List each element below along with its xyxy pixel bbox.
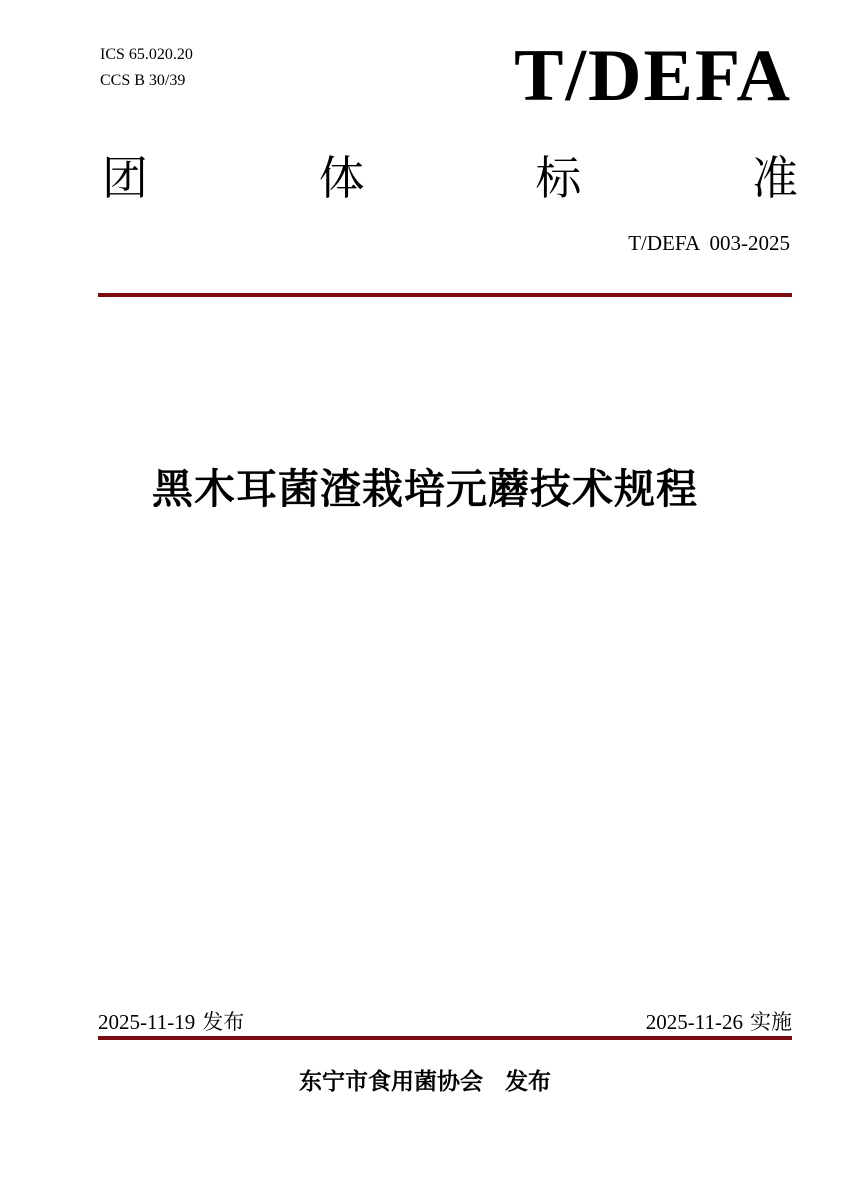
page-title: 黑木耳菌渣栽培元蘑技术规程 (152, 465, 698, 513)
standard-type-char: 体 (318, 151, 365, 205)
bottom-accent-rule (98, 1036, 792, 1040)
issue-date-block (98, 1009, 244, 1036)
standard-type-heading (102, 152, 798, 204)
issue-date: 2025-11-19 (98, 1010, 196, 1034)
standard-type-char: 标 (535, 151, 582, 205)
publisher-line (0, 1068, 850, 1096)
ccs-code: CCS B 30/39 (100, 72, 186, 89)
standard-type-char: 准 (751, 151, 798, 205)
publisher-label: 发布 (505, 1069, 551, 1095)
implementation-date-block (646, 1009, 792, 1036)
publisher-name: 东宁市食用菌协会 (299, 1069, 483, 1095)
top-accent-rule (98, 293, 792, 297)
standard-body-logo: T/DEFA (514, 35, 792, 117)
standard-number: T/DEFA 003-2025 (628, 231, 790, 255)
implementation-date: 2025-11-26 (645, 1010, 743, 1034)
dates-row (98, 1009, 792, 1036)
ics-code: ICS 65.020.20 (100, 46, 193, 63)
implementation-date-label: 实施 (750, 1010, 792, 1034)
standard-type-char: 团 (102, 151, 148, 205)
issue-date-label: 发布 (202, 1010, 245, 1034)
classification-codes (100, 42, 193, 94)
